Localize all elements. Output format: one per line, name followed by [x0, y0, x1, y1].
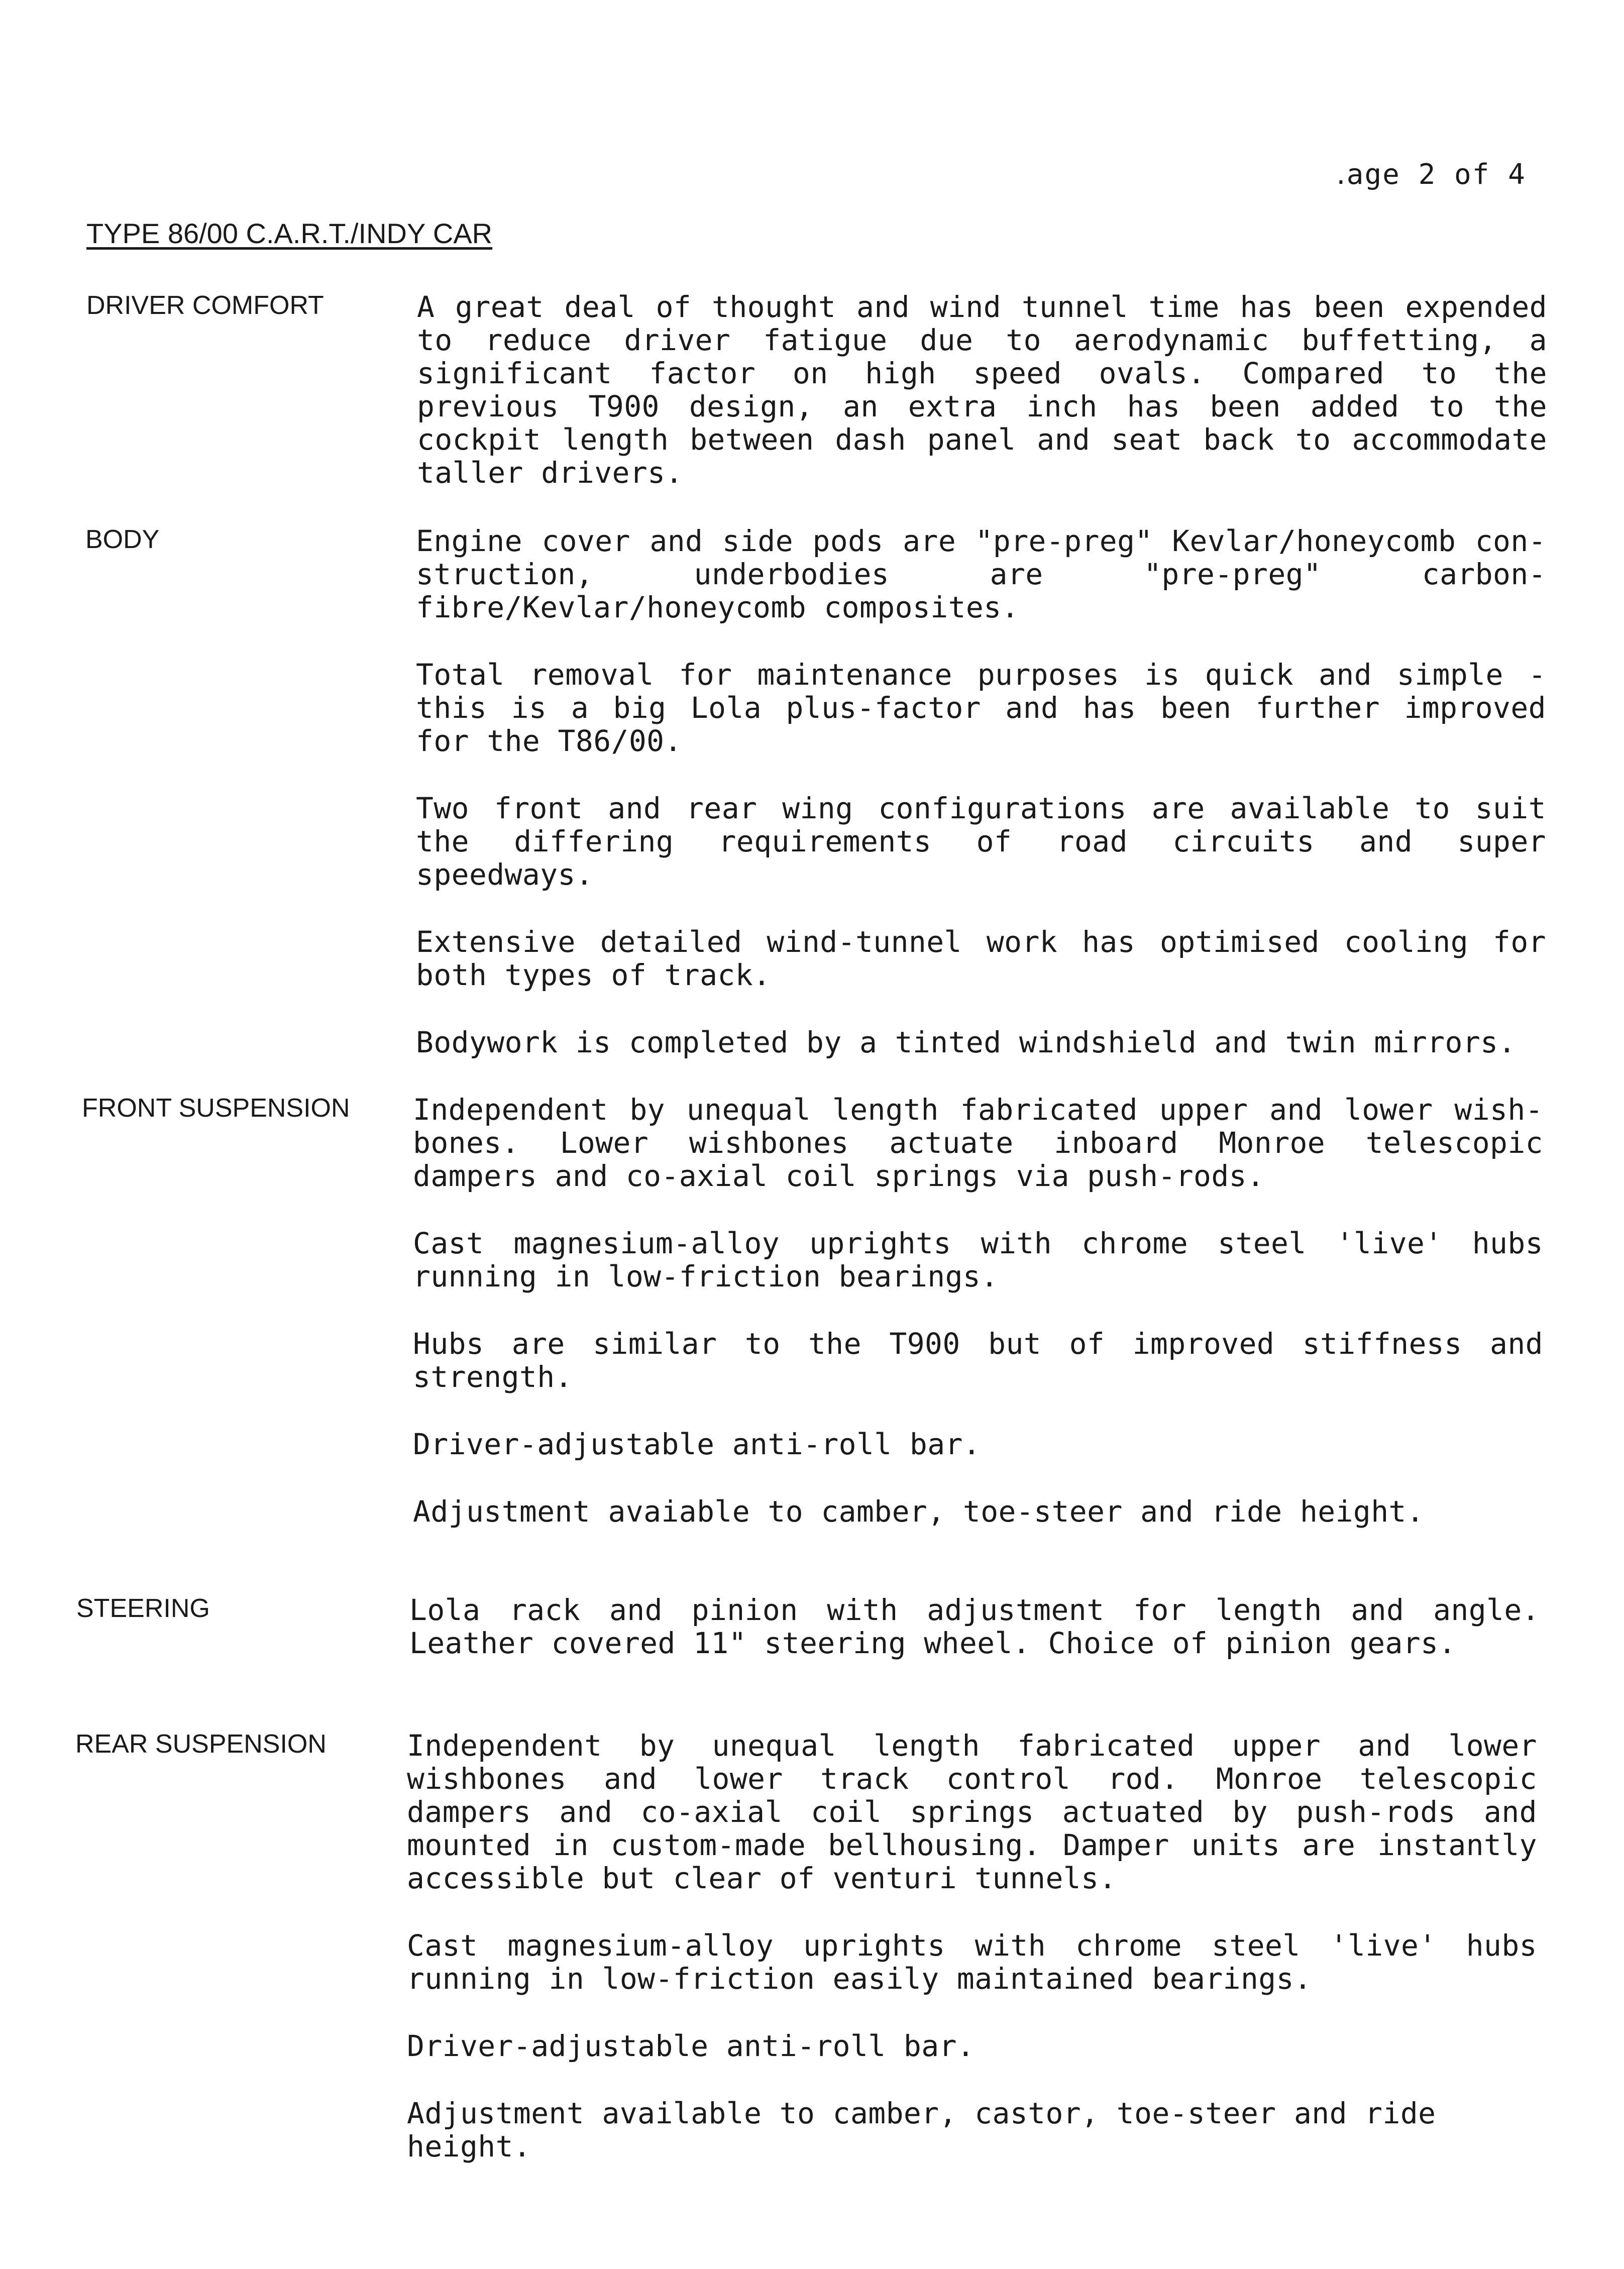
paragraph: Engine cover and side pods are "pre-preg" Kevlar/honeycomb con-struction, underbodies are "pre-preg" carbon-fibre/Kevlar/honeycomb composites. [416, 524, 1546, 624]
paragraph: Extensive detailed wind-tunnel work has optimised cooling for both types of track. [416, 925, 1546, 992]
paragraph: Hubs are similar to the T900 but of improved stiffness and strength. [413, 1327, 1543, 1394]
paragraph: Independent by unequal length fabricated upper and lower wishbones and lower track control rod. Monroe telescopic dampers and co-axial coil springs actuated by push-rods and mounted in custom-made bellhousing. Damper units are instantly accessible but clear of venturi tunnels. [407, 1728, 1537, 1895]
section-body [407, 1729, 1537, 2163]
paragraph: Bodywork is completed by a tinted windshield and twin mirrors. [416, 1025, 1516, 1059]
paragraph: Adjustment avaiable to camber, toe-steer and ride height. [413, 1494, 1425, 1529]
paragraph: Cast magnesium-alloy uprights with chrome steel 'live' hubs running in low-friction bearings. [413, 1226, 1543, 1293]
document-title: TYPE 86/00 C.A.R.T./INDY CAR [86, 218, 493, 249]
section-label: BODY [85, 525, 160, 554]
paragraph: Driver-adjustable anti-roll bar. [407, 2029, 975, 2063]
section-body [417, 290, 1547, 489]
paragraph: Adjustment available to camber, castor, toe-steer and ride height. [407, 2096, 1436, 2164]
section-label: REAR SUSPENSION [75, 1730, 327, 1759]
paragraph: A great deal of thought and wind tunnel time has been expended to reduce driver fatigue due to aerodynamic buffetting, a significant factor on high speed ovals. Compared to the previous T900 design, an extra inch has been added to the cockpit length between dash panel and seat back to accommodate taller drivers. [417, 290, 1547, 490]
paragraph: Total removal for maintenance purposes is quick and simple - this is a big Lola plus-factor and has been further improved for the T86/00. [416, 658, 1546, 758]
page-number: ․age 2 of 4 [1336, 158, 1526, 191]
section-body [413, 1093, 1543, 1528]
paragraph: Lola rack and pinion with adjustment for length and angle. Leather covered 11" steering wheel. Choice of pinion gears. [409, 1593, 1540, 1660]
paragraph: Driver-adjustable anti-roll bar. [413, 1427, 981, 1461]
section-body [409, 1593, 1540, 1660]
section-label: FRONT SUSPENSION [82, 1094, 350, 1123]
paragraph: Cast magnesium-alloy uprights with chrome steel 'live' hubs running in low-friction easily maintained bearings. [407, 1928, 1537, 1996]
paragraph: Independent by unequal length fabricated upper and lower wish-bones. Lower wishbones actuate inboard Monroe telescopic dampers and co-axial coil springs via push-rods. [413, 1093, 1543, 1193]
section-label: DRIVER COMFORT [86, 291, 324, 320]
section-body [416, 524, 1546, 1059]
paragraph: Two front and rear wing configurations are available to suit the differing requirements of road circuits and super speedways. [416, 791, 1546, 892]
section-label: STEERING [76, 1594, 210, 1623]
